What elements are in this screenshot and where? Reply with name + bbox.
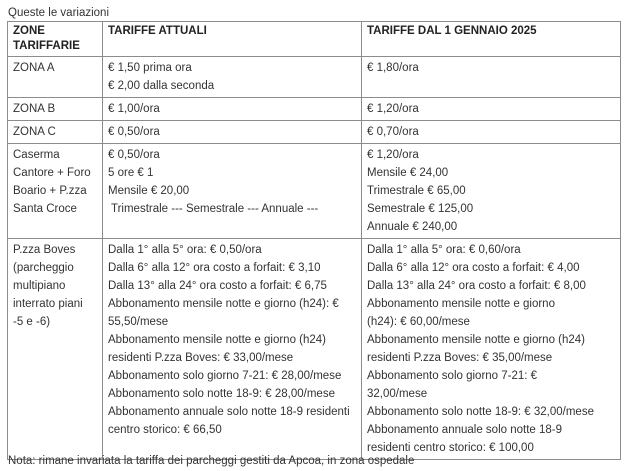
cell-line: ZONA A [13, 62, 55, 74]
cell-line: € 0,50/ora [108, 126, 160, 138]
header-attuali: TARIFFE ATTUALI [103, 22, 362, 57]
cell-line: € 0,50/ora [108, 149, 160, 161]
table-row [8, 121, 621, 144]
cell-line: P.zza Boves [13, 244, 76, 256]
header-zone: ZONE TARIFFARIE [8, 22, 103, 57]
cell-line: residenti P.zza Boves: € 33,00/mese [108, 352, 294, 364]
cell-line: Abbonamento mensile notte e giorno [367, 298, 555, 310]
cell-line: € 1,50 prima ora [108, 62, 192, 74]
zone-cell [8, 239, 103, 460]
footnote: Nota: rimane invariata la tariffa dei parcheggi gestiti da Apcoa, in zona ospedale [8, 455, 415, 467]
cell-line: 32,00/mese [367, 388, 428, 400]
cell-line: (h24): € 60,00/mese [367, 316, 470, 328]
cell-line: Abbonamento annuale solo notte 18-9 [367, 424, 563, 436]
cell-line: ZONA C [13, 126, 56, 138]
cell-line: Caserma [13, 149, 60, 161]
zone-cell [8, 98, 103, 121]
table-row [8, 98, 621, 121]
intro-text: Queste le variazioni [8, 7, 109, 19]
cell-line: Abbonamento solo giorno 7-21: € 28,00/mese [108, 370, 342, 382]
cell-line: 55,50/mese [108, 316, 169, 328]
cell-line: residenti P.zza Boves: € 35,00/mese [367, 352, 553, 364]
cell-line: Dalla 13° alla 24° ora costo a forfait: € 8,00 [367, 280, 586, 292]
attuali-cell [103, 239, 362, 460]
cell-line: € 2,00 dalla seconda [108, 80, 215, 92]
nuove-cell [362, 144, 621, 239]
cell-line: Abbonamento mensile notte e giorno (h24) [108, 334, 327, 346]
cell-line: Mensile € 24,00 [367, 167, 449, 179]
cell-line: € 1,20/ora [367, 149, 419, 161]
cell-line: € 1,00/ora [108, 103, 160, 115]
cell-line: € 0,70/ora [367, 126, 419, 138]
table-row [8, 144, 621, 239]
cell-line: Trimestrale --- Semestrale --- Annuale --- [108, 203, 319, 215]
cell-line: multipiano [13, 280, 66, 292]
cell-line: Annuale € 240,00 [367, 221, 458, 233]
zone-cell [8, 144, 103, 239]
zone-cell [8, 121, 103, 144]
cell-line: centro storico: € 66,50 [108, 424, 222, 436]
table-body [8, 57, 621, 460]
cell-line: Abbonamento solo notte 18-9: € 28,00/mese [108, 388, 335, 400]
cell-line: Trimestrale € 65,00 [367, 185, 466, 197]
cell-line: Dalla 6° alla 12° ora costo a forfait: € 4,00 [367, 262, 580, 274]
table-header [8, 22, 621, 57]
cell-line: Semestrale € 125,00 [367, 203, 474, 215]
cell-line: Abbonamento solo notte 18-9: € 32,00/mese [367, 406, 594, 418]
nuove-cell [362, 239, 621, 460]
cell-line: (parcheggio [13, 262, 74, 274]
table-row [8, 57, 621, 98]
cell-line: -5 e -6) [13, 316, 51, 328]
attuali-cell [103, 98, 362, 121]
cell-line: Dalla 1° alla 5° ora: € 0,50/ora [108, 244, 262, 256]
cell-line: ZONA B [13, 103, 56, 115]
cell-line: Santa Croce [13, 203, 77, 215]
attuali-cell [103, 121, 362, 144]
nuove-cell [362, 57, 621, 98]
cell-line: interrato piani [13, 298, 83, 310]
cell-line: Boario + P.zza [13, 185, 87, 197]
cell-line: Abbonamento mensile notte e giorno (h24) [367, 334, 586, 346]
nuove-cell [362, 121, 621, 144]
cell-line: Abbonamento mensile notte e giorno (h24): € [108, 298, 339, 310]
cell-line: 5 ore € 1 [108, 167, 154, 179]
cell-line: residenti centro storico: € 100,00 [367, 442, 534, 454]
header-row [8, 22, 621, 57]
cell-line: Abbonamento annuale solo notte 18-9 residenti [108, 406, 350, 418]
cell-line: Abbonamento solo giorno 7-21: € [367, 370, 538, 382]
zone-cell [8, 57, 103, 98]
nuove-cell [362, 98, 621, 121]
cell-line: Dalla 6° alla 12° ora costo a forfait: € 3,10 [108, 262, 321, 274]
cell-line: € 1,80/ora [367, 62, 419, 74]
cell-line: Dalla 13° alla 24° ora costo a forfait: € 6,75 [108, 280, 327, 292]
attuali-cell [103, 57, 362, 98]
tariffe-table [7, 21, 621, 460]
attuali-cell [103, 144, 362, 239]
cell-line: Dalla 1° alla 5° ora: € 0,60/ora [367, 244, 521, 256]
table-row [8, 239, 621, 460]
cell-line: € 1,20/ora [367, 103, 419, 115]
cell-line: Mensile € 20,00 [108, 185, 190, 197]
header-nuove: TARIFFE DAL 1 GENNAIO 2025 [362, 22, 621, 57]
cell-line: Cantore + Foro [13, 167, 91, 179]
